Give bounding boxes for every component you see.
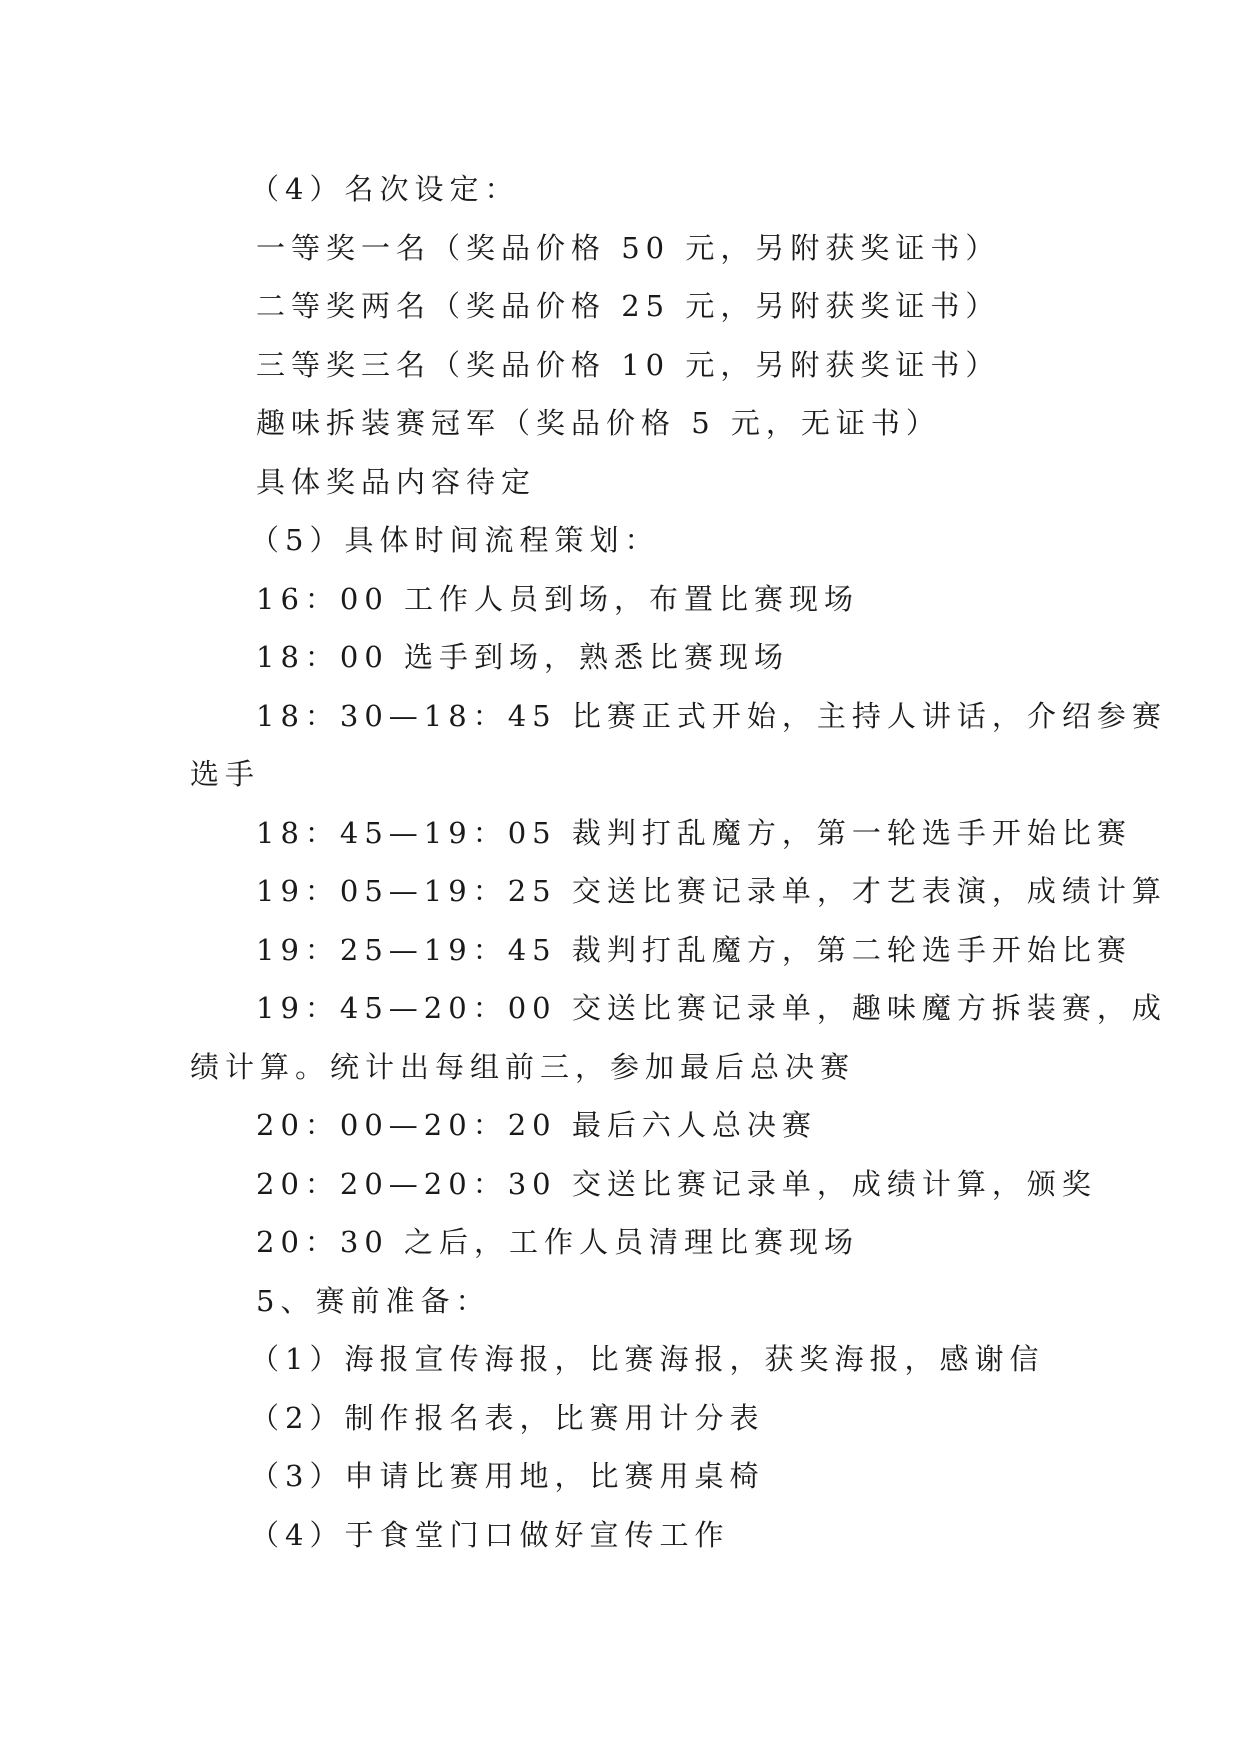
text-line: 二等奖两名（奖品价格 25 元，另附获奖证书） xyxy=(256,289,1001,323)
schedule-line-continuation: 绩计算。统计出每组前三，参加最后总决赛 xyxy=(190,1049,856,1084)
schedule-line: 19：25—19：45 裁判打乱魔方，第二轮选手开始比赛 xyxy=(256,932,1132,967)
text-line: 趣味拆装赛冠军（奖品价格 5 元，无证书） xyxy=(256,406,941,440)
schedule-line: 20：00—20：20 最后六人总决赛 xyxy=(256,1108,817,1142)
schedule-line: 18：30—18：45 比赛正式开始，主持人讲话，介绍参赛 xyxy=(256,698,1167,733)
text-line: 具体奖品内容待定 xyxy=(256,464,537,499)
schedule-line: 16：00 工作人员到场，布置比赛现场 xyxy=(256,581,860,616)
section-heading-preparation: 5、赛前准备： xyxy=(256,1283,491,1318)
preparation-item: （3）申请比赛用地，比赛用桌椅 xyxy=(250,1459,765,1493)
text-line: 一等奖一名（奖品价格 50 元，另附获奖证书） xyxy=(256,230,1001,265)
schedule-line: 20：20—20：30 交送比赛记录单，成绩计算，颁奖 xyxy=(256,1166,1097,1201)
preparation-item: （1）海报宣传海报，比赛海报，获奖海报，感谢信 xyxy=(250,1342,1045,1376)
preparation-item: （2）制作报名表，比赛用计分表 xyxy=(250,1400,765,1435)
schedule-line: 19：45—20：00 交送比赛记录单，趣味魔方拆装赛，成 xyxy=(256,991,1167,1025)
schedule-line: 18：45—19：05 裁判打乱魔方，第一轮选手开始比赛 xyxy=(256,815,1132,850)
section-heading-schedule: （5）具体时间流程策划： xyxy=(250,523,660,557)
schedule-line: 18：00 选手到场，熟悉比赛现场 xyxy=(256,640,790,674)
preparation-item: （4）于食堂门口做好宣传工作 xyxy=(250,1517,730,1552)
schedule-line-continuation: 选手 xyxy=(190,757,261,791)
text-line: 三等奖三名（奖品价格 10 元，另附获奖证书） xyxy=(256,347,1001,382)
schedule-line: 20：30 之后，工作人员清理比赛现场 xyxy=(256,1225,860,1259)
section-heading-ranking: （4）名次设定： xyxy=(250,172,520,206)
document-body xyxy=(190,160,1167,1564)
schedule-line: 19：05—19：25 交送比赛记录单，才艺表演，成绩计算 xyxy=(256,874,1167,908)
